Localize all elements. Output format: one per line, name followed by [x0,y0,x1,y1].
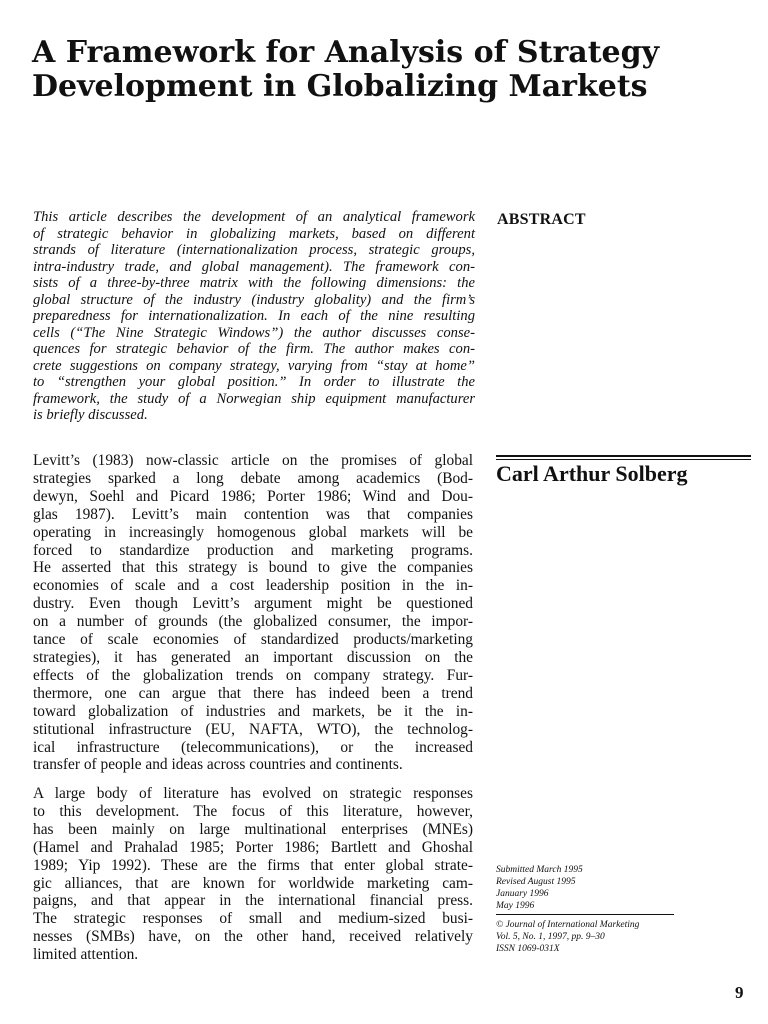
abstract-line: sists of a three-by-three matrix with the following dimensions: the [33,275,475,291]
body-line: transfer of people and ideas across countries and continents. [33,756,403,774]
body-line: strategies sparked a long debate among academics (Bod- [33,469,473,487]
abstract-line: is briefly discussed. [33,407,148,423]
body-line: The strategic responses of small and medium-sized busi- [33,910,473,928]
date-line: January 1996 [496,889,549,899]
abstract-line: global structure of the industry (industry globality) and the firm’s [33,291,475,308]
body-line: nesses (SMBs) have, on the other hand, received relatively [33,928,473,946]
abstract-line: framework, the study of a Norwegian ship equipment manufacturer [33,390,475,407]
journal-line: ISSN 1069-031X [496,944,560,954]
abstract-line: preparedness for internationalization. In each of the nine resulting [33,308,475,324]
submission-dates [496,864,676,912]
author-name: Carl Arthur Solberg [496,461,688,486]
body-line: stitutional infrastructure (EU, NAFTA, WTO), the technolog- [33,720,473,738]
abstract-line: of strategic behavior in globalizing markets, based on different [33,225,475,242]
title-line: A Framework for Analysis of Strategy [32,35,660,70]
journal-citation [496,919,696,955]
body-line: A large body of literature has evolved on strategic responses [33,785,473,802]
abstract-heading: ABSTRACT [497,211,586,228]
author-divider [496,455,751,460]
body-line: Levitt’s (1983) now-classic article on the promises of global [33,452,473,469]
journal-divider [496,914,674,915]
abstract-line: quences for strategic behavior of the firm. The author makes con- [33,341,475,357]
abstract-line: cells (“The Nine Strategic Windows”) the author discusses conse- [33,324,475,341]
body-line: strategies), it has generated an important discussion on the [33,648,473,666]
page-number: 9 [735,983,744,1002]
abstract-line: This article describes the development of an analytical framework [33,209,475,225]
abstract-line: to “strengthen your global position.” In order to illustrate the [33,374,475,390]
body-line: forced to standardize production and marketing programs. [33,541,473,559]
article-title [32,36,672,104]
body-line: dustry. Even though Levitt’s argument might be questioned [33,595,473,613]
body-line: tance of scale economies of standardized products/marketing [33,631,473,649]
body-line: He asserted that this strategy is bound to give the companies [33,559,473,577]
abstract-line: strands of literature (internationalization process, strategic groups, [33,242,475,258]
body-paragraph [33,452,473,774]
body-line: toward globalization of industries and markets, be it the in- [33,702,473,720]
date-line: May 1996 [496,901,535,911]
body-line: operating in increasingly homogenous global markets will be [33,523,473,541]
journal-line: © Journal of International Marketing [496,920,640,930]
body-line: to this development. The focus of this literature, however, [33,802,473,820]
body-paragraph [33,785,473,964]
body-line: thermore, one can argue that there has indeed been a trend [33,684,473,702]
abstract-line: intra-industry trade, and global management). The framework con- [33,258,475,275]
body-line: on a number of grounds (the globalized consumer, the impor- [33,613,473,631]
abstract-line: crete suggestions on company strategy, varying from “stay at home” [33,357,475,374]
journal-line: Vol. 5, No. 1, 1997, pp. 9–30 [496,932,605,942]
body-line: paigns, and that appear in the international financial press. [33,892,473,910]
body-line: 1989; Yip 1992). These are the firms that enter global strate- [33,856,473,874]
body-line: (Hamel and Prahalad 1985; Porter 1986; Bartlett and Ghoshal [33,838,473,856]
body-line: glas 1987). Levitt’s main contention was that companies [33,505,473,523]
body-line: gic alliances, that are known for worldwide marketing cam- [33,874,473,892]
body-line: limited attention. [33,946,139,964]
body-line: ical infrastructure (telecommunications), or the increased [33,738,473,756]
title-line: Development in Globalizing Markets [32,69,648,104]
abstract-text [33,209,475,424]
date-line: Revised August 1995 [496,877,576,887]
body-line: has been mainly on large multinational enterprises (MNEs) [33,820,473,838]
date-line: Submitted March 1995 [496,865,583,875]
body-line: dewyn, Soehl and Picard 1986; Porter 1986; Wind and Dou- [33,487,473,505]
body-line: economies of scale and a cost leadership position in the in- [33,577,473,595]
body-line: effects of the globalization trends on company strategy. Fur- [33,666,473,684]
